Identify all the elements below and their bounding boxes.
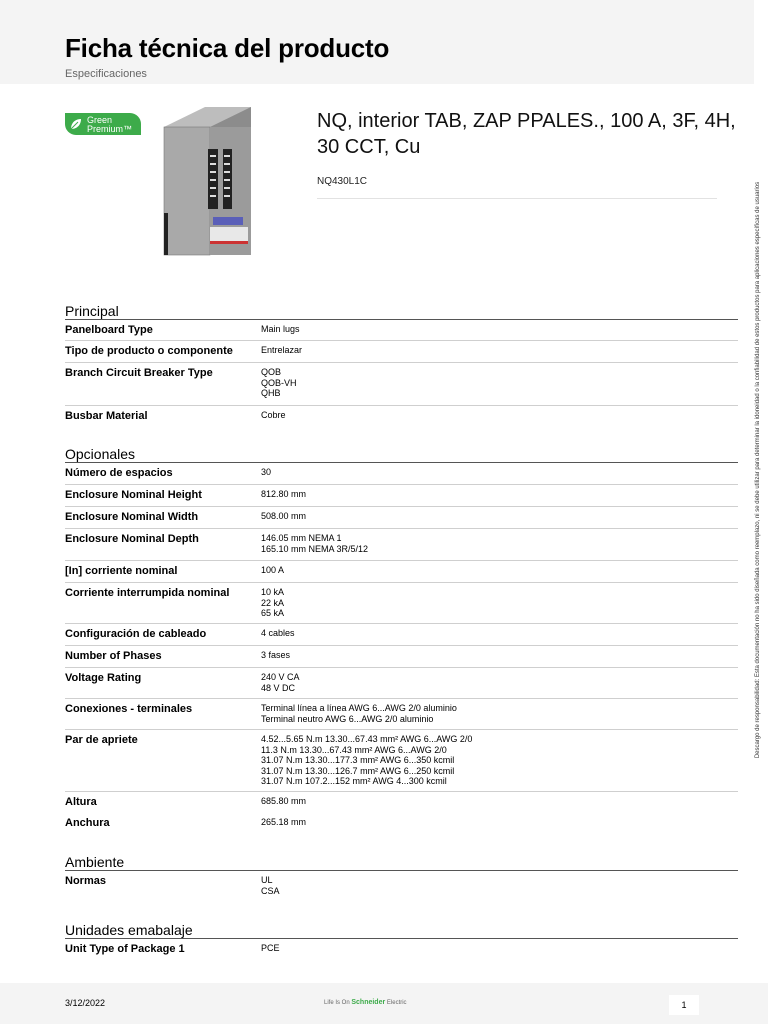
spec-key: Altura [65, 796, 97, 808]
product-reference: NQ430L1C [317, 176, 368, 187]
footer-date: 3/12/2022 [65, 998, 106, 1008]
spec-value: 812.80 mm [261, 489, 307, 499]
logo-brand-sub: Electric [386, 1000, 407, 1006]
spec-key: Busbar Material [65, 410, 148, 422]
divider [317, 198, 717, 199]
spec-row-normas [65, 871, 738, 901]
spec-value: Main lugs [261, 324, 300, 334]
spec-key: Number of Phases [65, 650, 162, 662]
section-principal: Principal [65, 303, 119, 319]
spec-value: Cobre [261, 410, 286, 420]
spec-value: UL CSA [261, 875, 280, 896]
spec-row-anchura [65, 813, 738, 833]
spec-row-panelboard-type [65, 320, 738, 341]
spec-value: 240 V CA 48 V DC [261, 672, 300, 693]
spec-value: 3 fases [261, 650, 291, 660]
spec-key: Número de espacios [65, 467, 173, 479]
spec-value: 685.80 mm [261, 796, 307, 806]
spec-row-package [65, 939, 738, 959]
spec-row-espacios [65, 463, 738, 485]
logo-brand: Schneider [351, 999, 386, 1006]
spec-key: Anchura [65, 817, 110, 829]
spec-row-width [65, 507, 738, 529]
spec-value: 146.05 mm NEMA 1 165.10 mm NEMA 3R/5/12 [261, 533, 369, 554]
spec-key: [In] corriente nominal [65, 565, 178, 577]
spec-row-busbar [65, 406, 738, 425]
page-subtitle: Especificaciones [65, 68, 147, 80]
spec-value: 4 cables [261, 628, 295, 638]
spec-row-voltage [65, 668, 738, 699]
spec-key: Voltage Rating [65, 672, 142, 684]
spec-row-par-apriete [65, 730, 738, 792]
spec-value: QOB QOB-VH QHB [261, 367, 297, 398]
spec-value: 30 [261, 467, 272, 477]
schneider-logo [324, 999, 407, 1006]
page-number: 1 [669, 995, 699, 1015]
spec-key: Unit Type of Package 1 [65, 943, 185, 955]
spec-key: Configuración de cableado [65, 628, 207, 640]
spec-key: Conexiones - terminales [65, 703, 193, 715]
spec-row-tipo-producto [65, 341, 738, 363]
disclaimer [751, 170, 765, 770]
spec-key: Enclosure Nominal Width [65, 511, 199, 523]
spec-value: PCE [261, 943, 280, 953]
page-title: Ficha técnica del producto [65, 33, 390, 63]
spec-value: 10 kA 22 kA 65 kA [261, 587, 285, 618]
spec-row-conexiones [65, 699, 738, 730]
spec-key: Par de apriete [65, 734, 138, 746]
spec-key: Normas [65, 875, 106, 887]
leaf-icon [68, 116, 84, 132]
spec-key: Enclosure Nominal Height [65, 489, 202, 501]
spec-key: Tipo de producto o componente [65, 345, 233, 357]
spec-value: Terminal línea a línea AWG 6...AWG 2/0 aluminio Terminal neutro AWG 6...AWG 2/0 aluminio [261, 703, 457, 724]
section-ambiente: Ambiente [65, 854, 125, 870]
spec-row-corriente-interrumpida [65, 583, 738, 624]
spec-value: 265.18 mm [261, 817, 307, 827]
spec-row-branch-breaker [65, 363, 738, 406]
spec-key: Panelboard Type [65, 324, 153, 336]
spec-value: 100 A [261, 565, 285, 575]
section-unidades: Unidades emabalaje [65, 922, 193, 938]
spec-key: Corriente interrumpida nominal [65, 587, 230, 599]
logo-tagline: Life Is On [324, 1000, 350, 1006]
spec-row-altura [65, 792, 738, 812]
spec-row-corriente-nominal [65, 561, 738, 583]
spec-value: 508.00 mm [261, 511, 307, 521]
badge-line2: Premium™ [87, 124, 133, 134]
disclaimer-text: Descargo de responsabilidad: Esta documentación no ha sido diseñada como reemplazo, ni se debe utilizar para determinar la idoneidad o la confiabilidad de estos productos para aplicaciones específicas de usuarios [755, 181, 761, 759]
spec-value: Entrelazar [261, 345, 303, 355]
spec-key: Enclosure Nominal Depth [65, 533, 199, 545]
section-opcionales: Opcionales [65, 446, 136, 462]
spec-row-height [65, 485, 738, 507]
spec-key: Branch Circuit Breaker Type [65, 367, 213, 379]
badge-line1: Green [87, 115, 113, 125]
product-image [150, 103, 260, 263]
green-premium-badge [65, 113, 141, 135]
spec-row-phases [65, 646, 738, 668]
product-title: NQ, interior TAB, ZAP PPALES., 100 A, 3F, 4H, 30 CCT, Cu [317, 110, 736, 158]
spec-row-depth [65, 529, 738, 561]
spec-value: 4.52...5.65 N.m 13.30...67.43 mm² AWG 6...AWG 2/0 11.3 N.m 13.30...67.43 mm² AWG 6...AWG 2/0 31.07 N.m 13.30...177.3 mm² AWG 6...350 kcmil 31.07 N.m 13.30...126.7 mm² AWG 6...250 kcmil 31.07 N.m 107.2...152 mm² AWG 4...300 kcmil [261, 734, 473, 786]
spec-row-cableado [65, 624, 738, 646]
